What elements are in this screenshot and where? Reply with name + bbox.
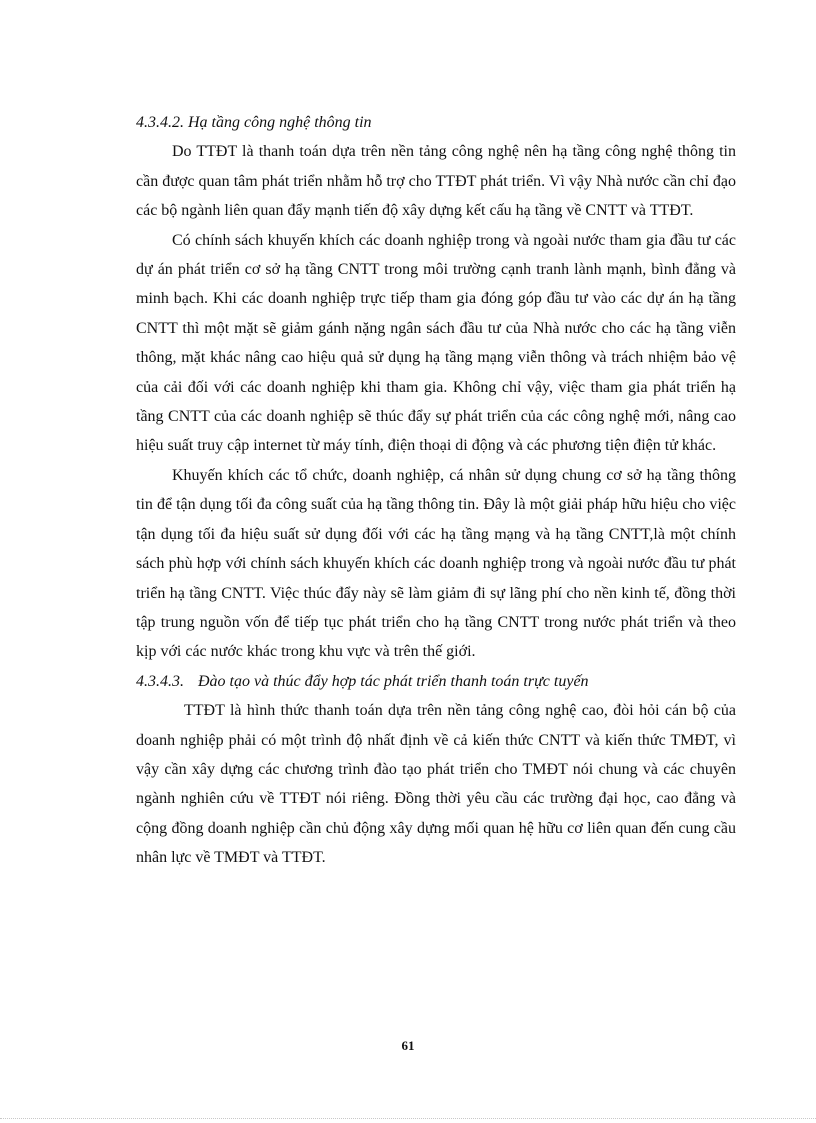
section-title: Hạ tầng công nghệ thông tin [188,114,372,131]
section-number: 4.3.4.3. [136,672,184,690]
section-title: Đào tạo và thúc đẩy hợp tác phát triển thanh toán trực tuyến [198,672,589,690]
page-bottom-divider [0,1118,816,1119]
section-heading-4-3-4-2 [136,108,736,137]
section-heading-4-3-4-3 [136,667,736,696]
section-number: 4.3.4.2. [136,114,184,131]
paragraph: Do TTĐT là thanh toán dựa trên nền tảng công nghệ nên hạ tầng công nghệ thông tin cần được quan tâm phát triển nhằm hỗ trợ cho TTĐT phát triển. Vì vậy Nhà nước cần chỉ đạo các bộ ngành liên quan đẩy mạnh tiến độ xây dựng kết cấu hạ tầng về CNTT và TTĐT. [136,143,736,220]
paragraph: TTĐT là hình thức thanh toán dựa trên nền tảng công nghệ cao, đòi hỏi cán bộ của doanh nghiệp phải có một trình độ nhất định về cả kiến thức CNTT và kiến thức TMĐT, vì vậy cần xây dựng các chương trình đào tạo phát triển cho TMĐT nói chung và các chuyên ngành nghiên cứu về TTĐT nói riêng. Đồng thời yêu cầu các trường đại học, cao đẳng và cộng đồng doanh nghiệp cần chủ động xây dựng mối quan hệ hữu cơ liên quan đến cung cầu nhân lực về TMĐT và TTĐT. [136,702,736,867]
document-body [136,108,736,873]
page-number: 61 [401,1038,415,1053]
paragraph: Có chính sách khuyến khích các doanh nghiệp trong và ngoài nước tham gia đầu tư các dự án phát triển cơ sở hạ tầng CNTT trong môi trường cạnh tranh lành mạnh, bình đẳng và minh bạch. Khi các doanh nghiệp trực tiếp tham gia đóng góp đầu tư vào các dự án hạ tầng CNTT thì một mặt sẽ giảm gánh nặng ngân sách đầu tư của Nhà nước cho các hạ tầng viễn thông, mặt khác nâng cao hiệu quả sử dụng hạ tầng mạng viễn thông và trách nhiệm bảo vệ của cải đối với các doanh nghiệp khi tham gia. Không chỉ vậy, việc tham gia phát triển hạ tầng CNTT của các doanh nghiệp sẽ thúc đẩy sự phát triển của các công nghệ mới, nâng cao hiệu suất truy cập internet từ máy tính, điện thoại di động và các phương tiện điện tử khác. [136,231,736,455]
paragraph: Khuyến khích các tổ chức, doanh nghiệp, cá nhân sử dụng chung cơ sở hạ tầng thông tin để tận dụng tối đa công suất của hạ tầng thông tin. Đây là một giải pháp hữu hiệu cho việc tận dụng tối đa hiệu suất sử dụng đối với các hạ tầng mạng và hạ tầng CNTT,là một chính sách phù hợp với chính sách khuyến khích các doanh nghiệp trong và ngoài nước đầu tư phát triển hạ tầng CNTT. Việc thúc đẩy này sẽ làm giảm đi sự lãng phí cho nền kinh tế, đồng thời tập trung nguồn vốn để tiếp tục phát triển cho hạ tầng CNTT trong nước phát triển và theo kịp với các nước khác trong khu vực và trên thế giới. [136,466,736,661]
